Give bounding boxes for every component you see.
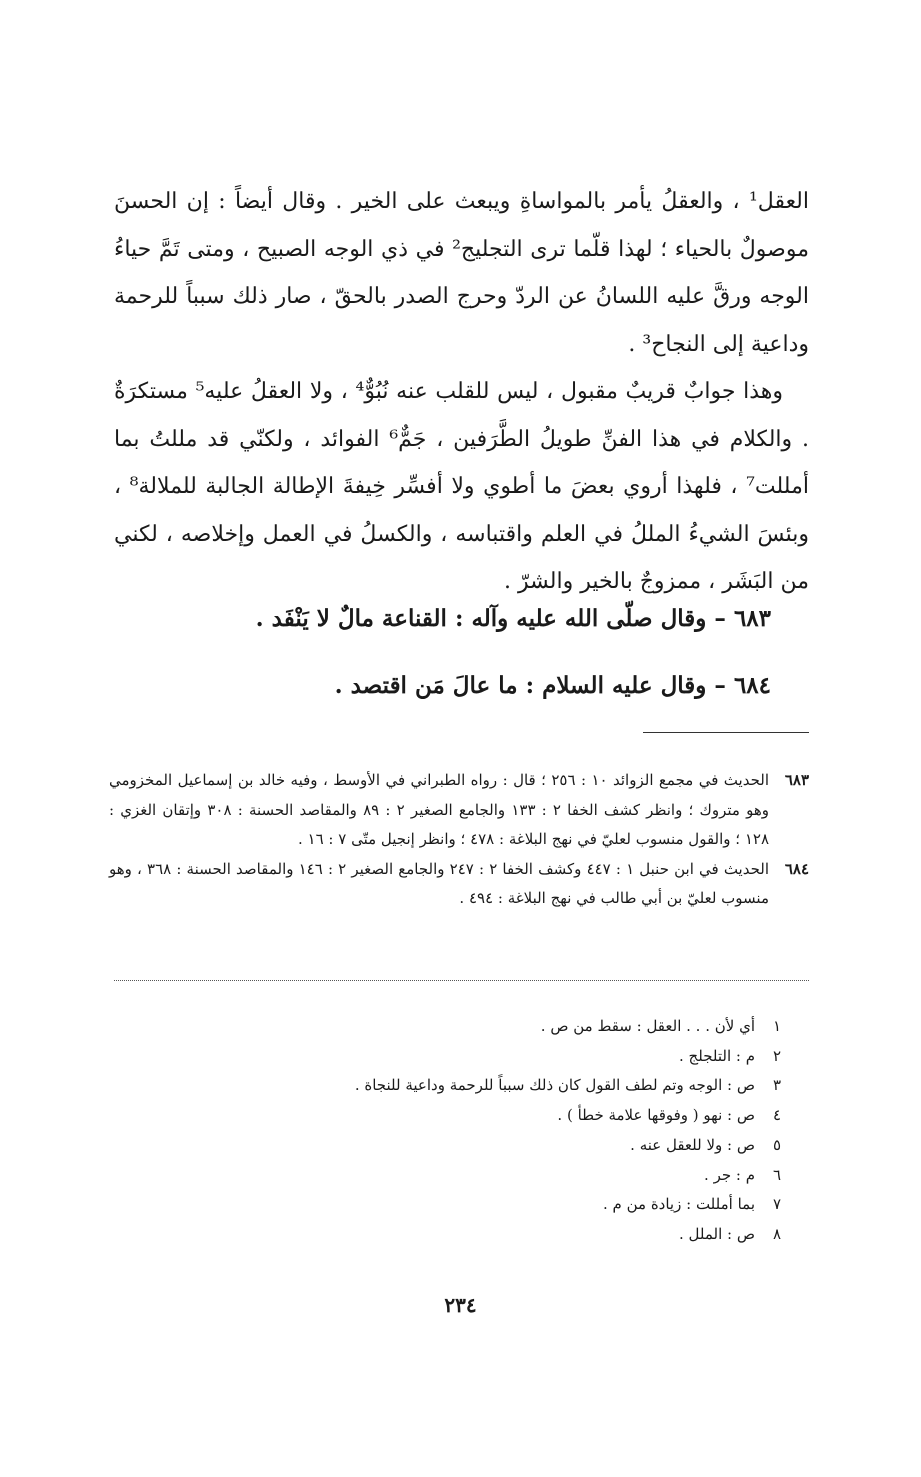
reference-item: [109, 766, 809, 855]
main-text: [114, 178, 809, 606]
reference-number: ٦٨٤: [784, 859, 809, 878]
hadith-number: ٦٨٤: [733, 672, 771, 699]
note-number: ٧: [772, 1195, 781, 1214]
note-number: ٣: [772, 1076, 781, 1095]
note-item: [221, 1131, 781, 1161]
note-number: ١: [772, 1017, 781, 1035]
note-number: ٦: [772, 1165, 781, 1184]
variant-notes: [221, 1012, 781, 1250]
note-item: [221, 1042, 781, 1072]
note-text: ص : نهو ( وفوقها علامة خطأ ) .: [557, 1106, 755, 1125]
hadith-683: [151, 605, 771, 632]
hadith-text: – وقال صلّى الله عليه وآله : القناعة مالٌ لا يَنْفَد .: [255, 605, 726, 632]
paragraph-2: وهذا جوابٌ قريبٌ مقبول ، ليس للقلب عنه نُبُوٌّ⁴ ، ولا العقلُ عليه⁵ مستكرَةٌ . والكلام في هذا الفنِّ طويلُ الطَّرَفين ، جَمٌّ⁶ الفوائد ، ولكنّي قد مللتُ بما أمللت⁷ ، فلهذا أروي بعضَ ما أطوي ولا أفسِّر خِيفةَ الإطالة الجالبة للملالة⁸ ، وبئسَ الشيءُ المللُ في العلم واقتباسه ، والكسلُ في العمل وإخلاصه ، لكني من البَشَر ، ممزوجٌ بالخير والشرّ .: [114, 379, 809, 594]
hadith-684: [151, 672, 771, 699]
reference-item: [109, 855, 809, 914]
references: [109, 766, 809, 914]
note-text: ص : ولا للعقل عنه .: [630, 1135, 755, 1154]
note-number: ٢: [772, 1046, 781, 1065]
reference-text: الحديث في ابن حنبل ١ : ٤٤٧ وكشف الخفا ٢ : ٢٤٧ والجامع الصغير ٢ : ١٤٦ والمقاصد الحسنة : ٣٦٨ ، وهو منسوب لعليّ بن أبي طالب في نهج البلاغة : ٤٩٤ .: [109, 859, 770, 907]
note-text: م : التلجلج .: [679, 1046, 755, 1065]
note-item: [221, 1190, 781, 1220]
note-text: م : جر .: [704, 1165, 755, 1184]
hadith-text: – وقال عليه السلام : ما عالَ مَن اقتصد .: [334, 672, 726, 699]
reference-number: ٦٨٣: [784, 771, 809, 789]
page-number: ٢٣٤: [444, 1293, 477, 1317]
hadith-number: ٦٨٣: [733, 605, 771, 632]
paragraph-1: العقل¹ ، والعقلُ يأمر بالمواساةِ ويبعث على الخير . وقال أيضاً : إن الحسنَ موصولٌ بالحياء ؛ لهذا قلّما ترى التجليج² في ذي الوجه الصبيح ، ومتى تَمَّ حياءُ الوجه ورقَّ عليه اللسانُ عن الردّ وحرج الصدر بالحقّ ، صار ذلك سبباً للرحمة وداعية إلى النجاح³ .: [114, 189, 809, 357]
note-number: ٥: [772, 1135, 781, 1154]
note-number: ٨: [772, 1224, 781, 1243]
note-item: [221, 1101, 781, 1131]
note-text: ص : الملل .: [679, 1224, 755, 1243]
note-item: [221, 1071, 781, 1101]
note-text: بما أمللت : زيادة من م .: [603, 1195, 755, 1214]
dotted-separator: [114, 980, 809, 981]
reference-text: الحديث في مجمع الزوائد ١٠ : ٢٥٦ ؛ قال : رواه الطبراني في الأوسط ، وفيه خالد بن إسماعيل المخزومي وهو متروك ؛ وانظر كشف الخفا ٢ : ١٣٣ والجامع الصغير ٢ : ٨٩ والمقاصد الحسنة : ٣٠٨ وإتقان الغزي : ١٢٨ ؛ والقول منسوب لعليّ في نهج البلاغة : ٤٧٨ ؛ وانظر إنجيل متّى ٧ : ١٦ .: [109, 771, 770, 848]
note-text: أي لأن . . . العقل : سقط من ص .: [540, 1017, 755, 1035]
note-item: [221, 1161, 781, 1191]
note-number: ٤: [772, 1106, 781, 1125]
note-item: [221, 1012, 781, 1042]
footnote-separator: [643, 732, 809, 733]
note-item: [221, 1220, 781, 1250]
note-text: ص : الوجه وتم لطف القول كان ذلك سبباً للرحمة وداعية للنجاة .: [354, 1076, 755, 1095]
